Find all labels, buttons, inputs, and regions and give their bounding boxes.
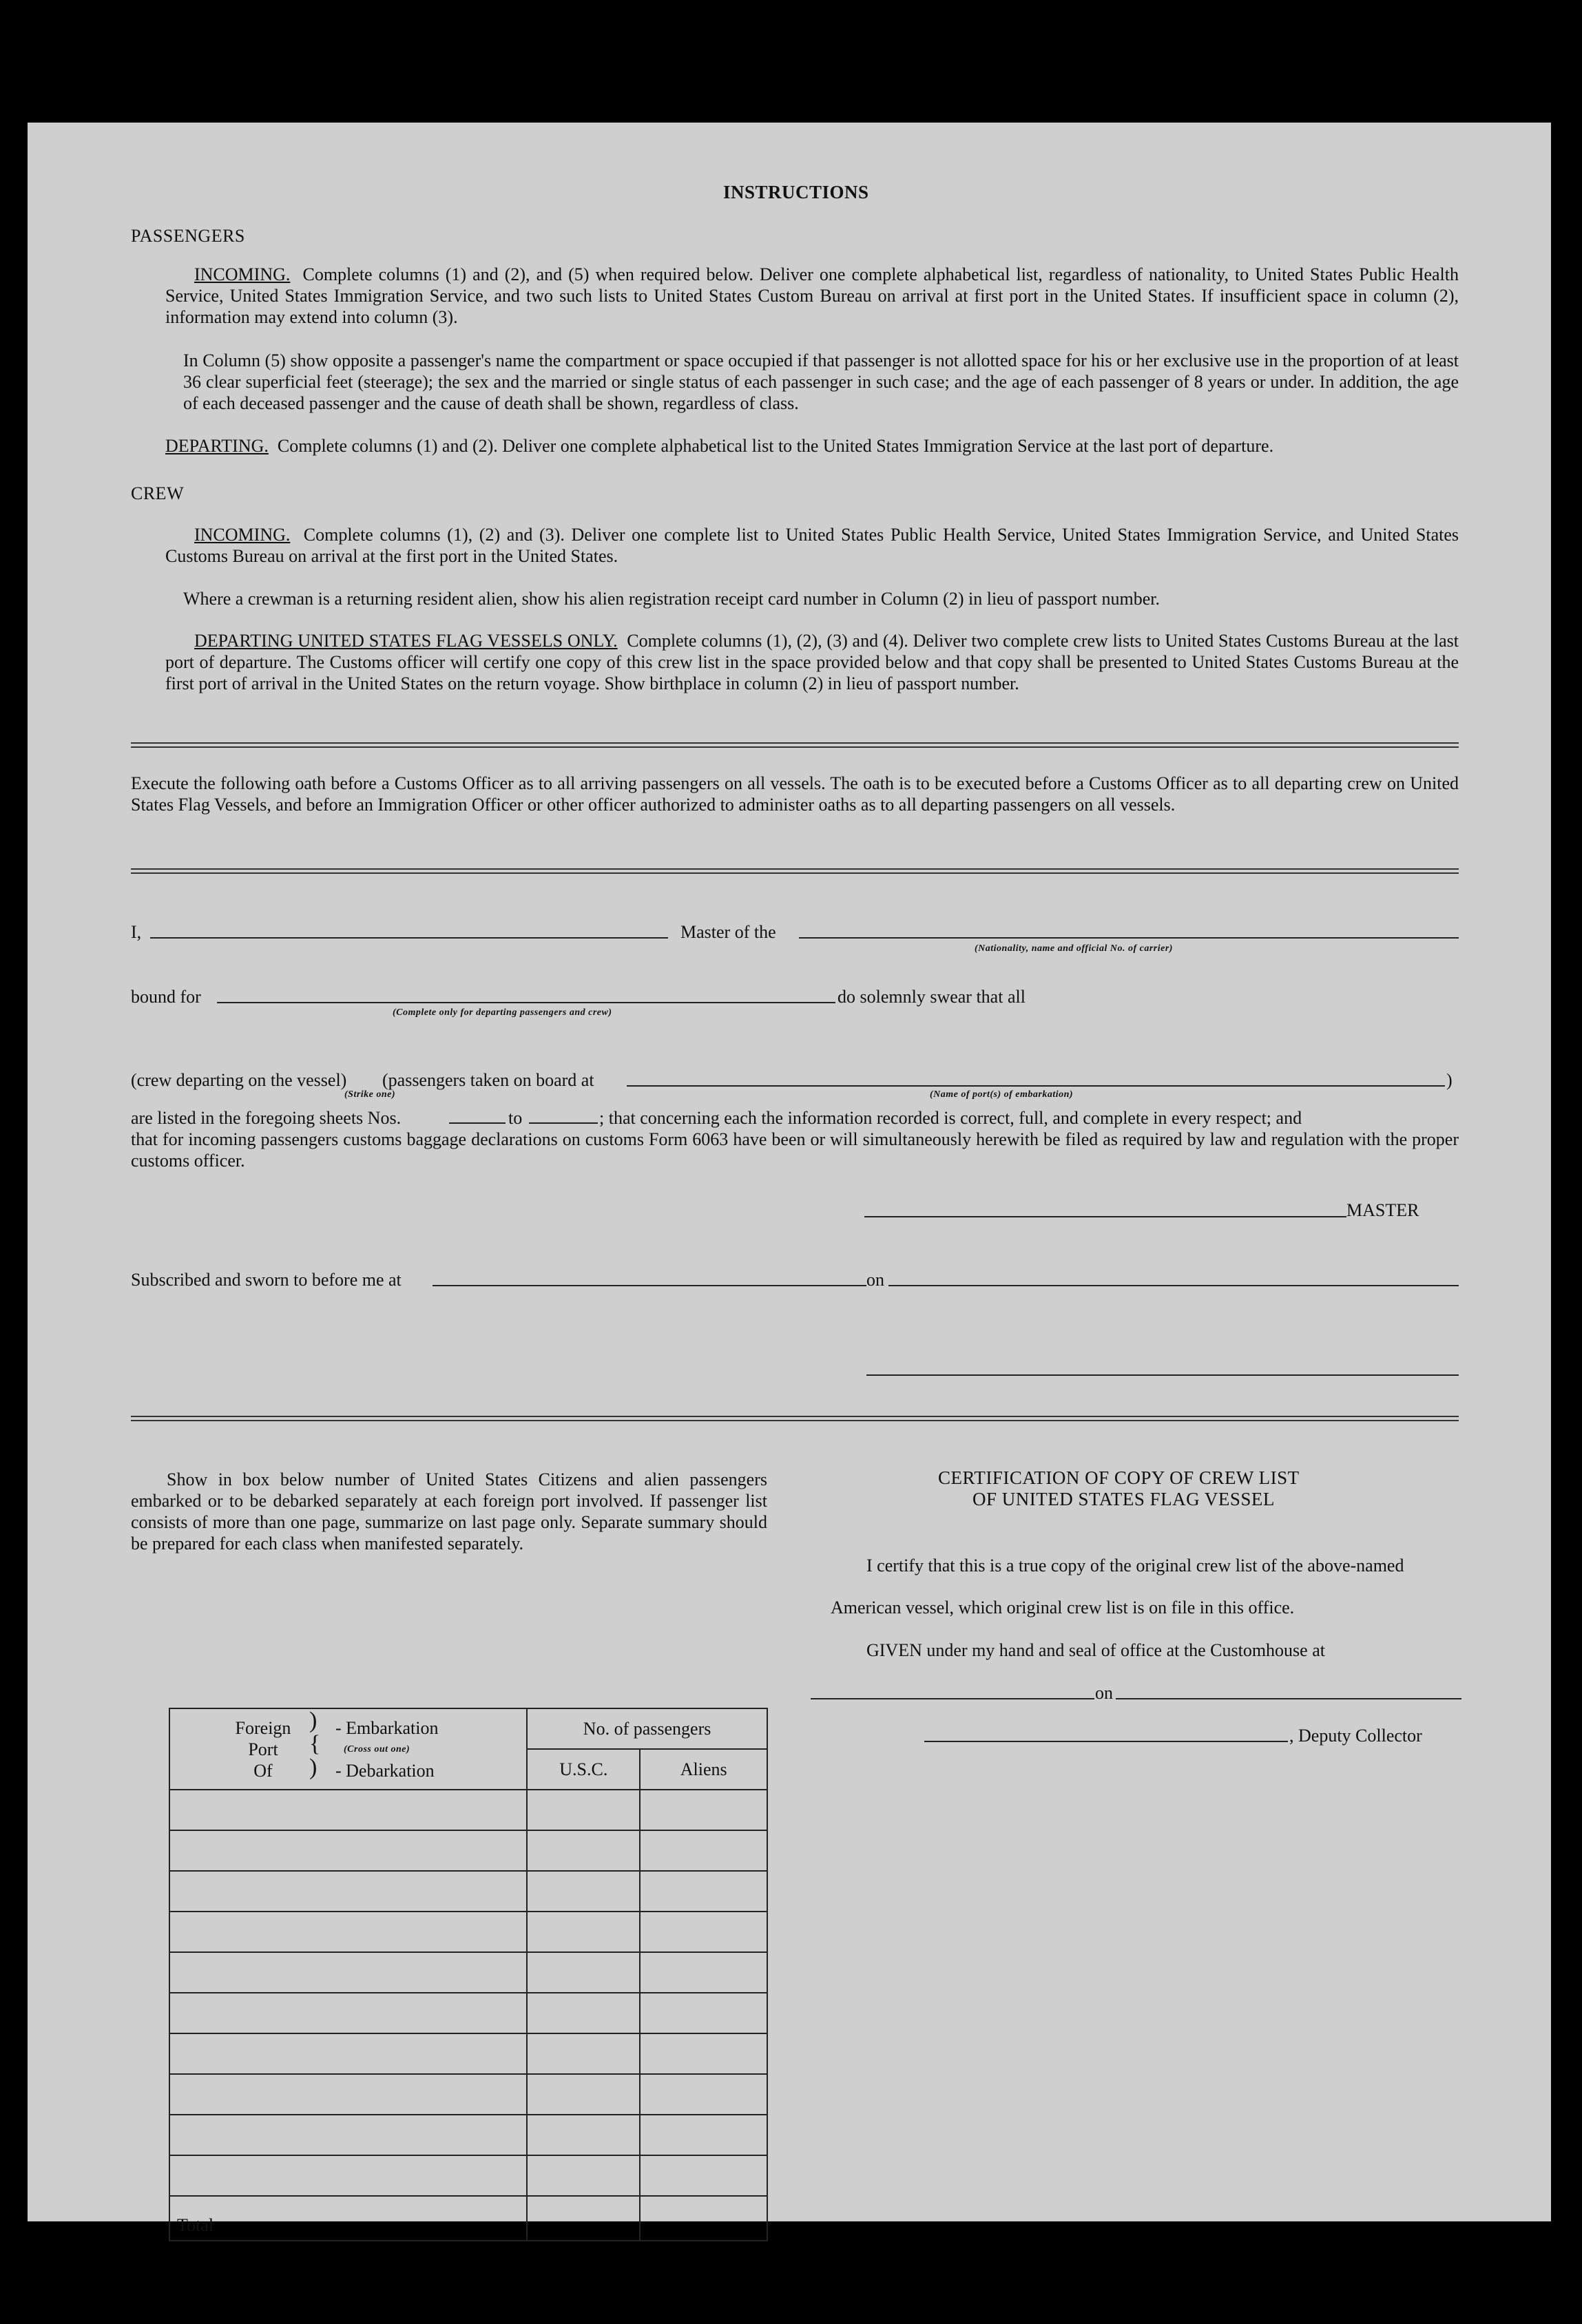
usc-cell[interactable] <box>527 2115 640 2155</box>
master-name-field[interactable] <box>150 937 668 939</box>
master-signature-field[interactable] <box>864 1216 1346 1217</box>
certification-date-field[interactable] <box>1116 1698 1461 1699</box>
summary-row <box>169 2155 767 2196</box>
aliens-header: Aliens <box>640 1749 767 1790</box>
deputy-collector-label: , Deputy Collector <box>1289 1726 1422 1746</box>
sheet-to-field[interactable] <box>529 1122 598 1124</box>
passengers-column5-text: In Column (5) show opposite a passenger's name the compartment or space occupied if that passenger is not allotted space for his or her exclusive use in the proportion of at least 36 clear superficial feet (steerage); the sex and the married or single status of each passenger in such case; and the age of each passenger of 8 years or under. In addition, the age of each deceased passenger and the cause of death shall be shown, regardless of class. <box>183 350 1459 413</box>
summary-total-row <box>169 2196 767 2241</box>
listed-text: ; that concerning each the information recorded is correct, full, and complete in every respect; and <box>599 1108 1302 1128</box>
of-label: Of <box>253 1761 273 1781</box>
certification-title-2: OF UNITED STATES FLAG VESSEL <box>972 1489 1275 1509</box>
port-cell[interactable] <box>169 1790 527 1830</box>
listed-to-label: to <box>508 1108 523 1128</box>
subscribed-label: Subscribed and sworn to before me at <box>131 1270 402 1290</box>
section-divider <box>131 742 1459 748</box>
summary-instructions: Show in box below number of United States Citizens and alien passengers embarked or to be debarked separately at each foreign port involved. If passenger list consists of more than one page, summarize on last page only. Separate summary should be prepared for each class when manifested separately. <box>131 1469 767 1553</box>
bound-for-field[interactable] <box>217 1002 835 1003</box>
port-label: Port <box>248 1739 278 1759</box>
oath-i-label: I, <box>131 922 142 942</box>
usc-header: U.S.C. <box>527 1749 640 1790</box>
aliens-cell[interactable] <box>640 1993 767 2033</box>
bound-for-label: bound for <box>131 987 201 1007</box>
crew-heading: CREW <box>131 483 185 503</box>
strike-one-caption: (Strike one) <box>344 1089 396 1100</box>
aliens-cell[interactable] <box>640 2115 767 2155</box>
customhouse-field[interactable] <box>811 1698 1094 1699</box>
summary-row <box>169 2033 767 2074</box>
passenger-summary-table <box>169 1708 768 2241</box>
crew-resident-text: Where a crewman is a returning resident alien, show his alien registration receipt card number in Column (2) in lieu of passport number. <box>183 589 1161 609</box>
no-of-passengers-header: No. of passengers <box>527 1708 767 1749</box>
usc-cell[interactable] <box>527 2155 640 2196</box>
total-label: Total <box>169 2196 527 2241</box>
aliens-cell[interactable] <box>640 2033 767 2074</box>
summary-row <box>169 1952 767 1993</box>
aliens-total-cell[interactable] <box>640 2196 767 2241</box>
sheet-from-field[interactable] <box>449 1122 506 1124</box>
sworn-date-field[interactable] <box>888 1285 1459 1286</box>
usc-cell[interactable] <box>527 2074 640 2115</box>
crew-departing-block <box>165 630 1459 694</box>
certification-title-1: CERTIFICATION OF COPY OF CREW LIST <box>938 1467 1300 1488</box>
port-cell[interactable] <box>169 2033 527 2074</box>
close-paren: ) <box>1446 1070 1453 1090</box>
oath-intro: Execute the following oath before a Customs Officer as to all arriving passengers on all vessels. The oath is to be executed before a Customs Officer as to all departing crew on United States Flag Vessels, and before an Immigration Officer or other officer authorized to administer oaths as to all departing passengers on all vessels. <box>131 773 1459 815</box>
form-page <box>28 123 1551 2235</box>
summary-header-row-1 <box>169 1708 767 1749</box>
certification-line-1: I certify that this is a true copy of the original crew list of the above-named <box>866 1556 1404 1575</box>
section-divider <box>131 868 1459 874</box>
aliens-cell[interactable] <box>640 1830 767 1871</box>
passengers-heading: PASSENGERS <box>131 226 245 246</box>
certification-line-2: American vessel, which original crew list is on file in this office. <box>831 1598 1295 1618</box>
listed-rest-text: that for incoming passengers customs baggage declarations on customs Form 6063 have been or will simultaneously herewith be filed as required by law and regulation with the proper customs officer. <box>131 1129 1459 1171</box>
usc-cell[interactable] <box>527 1830 640 1871</box>
master-of-the-label: Master of the <box>680 922 776 942</box>
aliens-cell[interactable] <box>640 1912 767 1952</box>
aliens-cell[interactable] <box>640 2155 767 2196</box>
crew-departing-text: Complete columns (1), (2), (3) and (4). Deliver two complete crew lists to United States Customs Bureau at the last port of departure. The Customs officer will certify one copy of this crew list in the space provided below and that copy shall be presented to United States Customs Bureau at the first port of arrival in the United States on the return voyage. Show birthplace in column (2) in lieu of passport number. <box>165 631 1459 693</box>
port-cell[interactable] <box>169 2074 527 2115</box>
usc-cell[interactable] <box>527 1871 640 1912</box>
crew-incoming-label: INCOMING. <box>194 525 291 545</box>
crew-incoming-block <box>165 524 1459 567</box>
section-divider <box>131 1416 1459 1421</box>
passengers-incoming-text: Complete columns (1) and (2), and (5) when required below. Deliver one complete alphabetical list, regardless of nationality, to United States Public Health Service, United States Immigration Service, and two such lists to United States Custom Bureau on arrival at first port in the United States. If insufficient space in column (2), information may extend into column (3). <box>165 264 1459 327</box>
passengers-departing-block <box>165 435 1273 457</box>
port-cell[interactable] <box>169 2155 527 2196</box>
summary-row <box>169 1912 767 1952</box>
page-title: INSTRUCTIONS <box>723 182 869 202</box>
summary-row <box>169 1993 767 2033</box>
summary-row <box>169 2074 767 2115</box>
embarkation-port-field[interactable] <box>627 1085 1445 1087</box>
crew-departing-label: DEPARTING UNITED STATES FLAG VESSELS ONLY. <box>194 631 618 651</box>
summary-row <box>169 1830 767 1871</box>
aliens-cell[interactable] <box>640 1871 767 1912</box>
port-cell[interactable] <box>169 2115 527 2155</box>
aliens-cell[interactable] <box>640 1790 767 1830</box>
listed-label: are listed in the foregoing sheets Nos. <box>131 1108 402 1128</box>
officer-signature-field[interactable] <box>866 1374 1459 1376</box>
passengers-column5-block <box>183 350 1459 414</box>
crew-incoming-text: Complete columns (1), (2) and (3). Deliver one complete list to United States Public Health Service, United States Immigration Service, and United States Customs Bureau on arrival at the first port in the United States. <box>165 525 1459 566</box>
usc-cell[interactable] <box>527 1912 640 1952</box>
port-cell[interactable] <box>169 1993 527 2033</box>
usc-cell[interactable] <box>527 1993 640 2033</box>
summary-row <box>169 2115 767 2155</box>
ports-caption: (Name of port(s) of embarkation) <box>930 1089 1074 1100</box>
port-cell[interactable] <box>169 1912 527 1952</box>
usc-cell[interactable] <box>527 1952 640 1993</box>
passengers-departing-text: Complete columns (1) and (2). Deliver one complete alphabetical list to the United States Immigration Service at the last port of departure. <box>277 436 1274 456</box>
certification-line-3: GIVEN under my hand and seal of office at the Customhouse at <box>866 1640 1325 1660</box>
aliens-cell[interactable] <box>640 1952 767 1993</box>
usc-cell[interactable] <box>527 2033 640 2074</box>
passengers-incoming-label: INCOMING. <box>194 264 291 284</box>
swear-label: do solemnly swear that all <box>837 987 1026 1007</box>
port-cell[interactable] <box>169 1830 527 1871</box>
summary-row <box>169 1871 767 1912</box>
summary-row <box>169 1790 767 1830</box>
sworn-on-label: on <box>866 1270 884 1290</box>
deputy-signature-field[interactable] <box>924 1741 1288 1742</box>
crew-departing-option: (crew departing on the vessel) <box>131 1070 347 1090</box>
passengers-taken-option: (passengers taken on board at <box>382 1070 594 1090</box>
cross-out-caption: (Cross out one) <box>344 1744 410 1755</box>
debarkation-label: - Debarkation <box>335 1761 435 1781</box>
usc-total-cell[interactable] <box>527 2196 640 2241</box>
bound-for-caption: (Complete only for departing passengers and crew) <box>393 1007 612 1018</box>
foreign-label: Foreign <box>235 1718 291 1738</box>
carrier-caption: (Nationality, name and official No. of carrier) <box>975 943 1173 954</box>
aliens-cell[interactable] <box>640 2074 767 2115</box>
port-cell[interactable] <box>169 1952 527 1993</box>
master-label: MASTER <box>1346 1200 1419 1220</box>
passengers-departing-label: DEPARTING. <box>165 436 269 456</box>
carrier-field[interactable] <box>799 937 1459 939</box>
embarkation-label: - Embarkation <box>335 1718 439 1738</box>
brace-glyph: ) { ) <box>309 1708 321 1780</box>
certification-on-label: on <box>1095 1683 1113 1703</box>
usc-cell[interactable] <box>527 1790 640 1830</box>
passengers-incoming-block <box>165 264 1459 328</box>
foreign-port-header <box>169 1708 527 1790</box>
port-cell[interactable] <box>169 1871 527 1912</box>
sworn-place-field[interactable] <box>433 1285 866 1286</box>
